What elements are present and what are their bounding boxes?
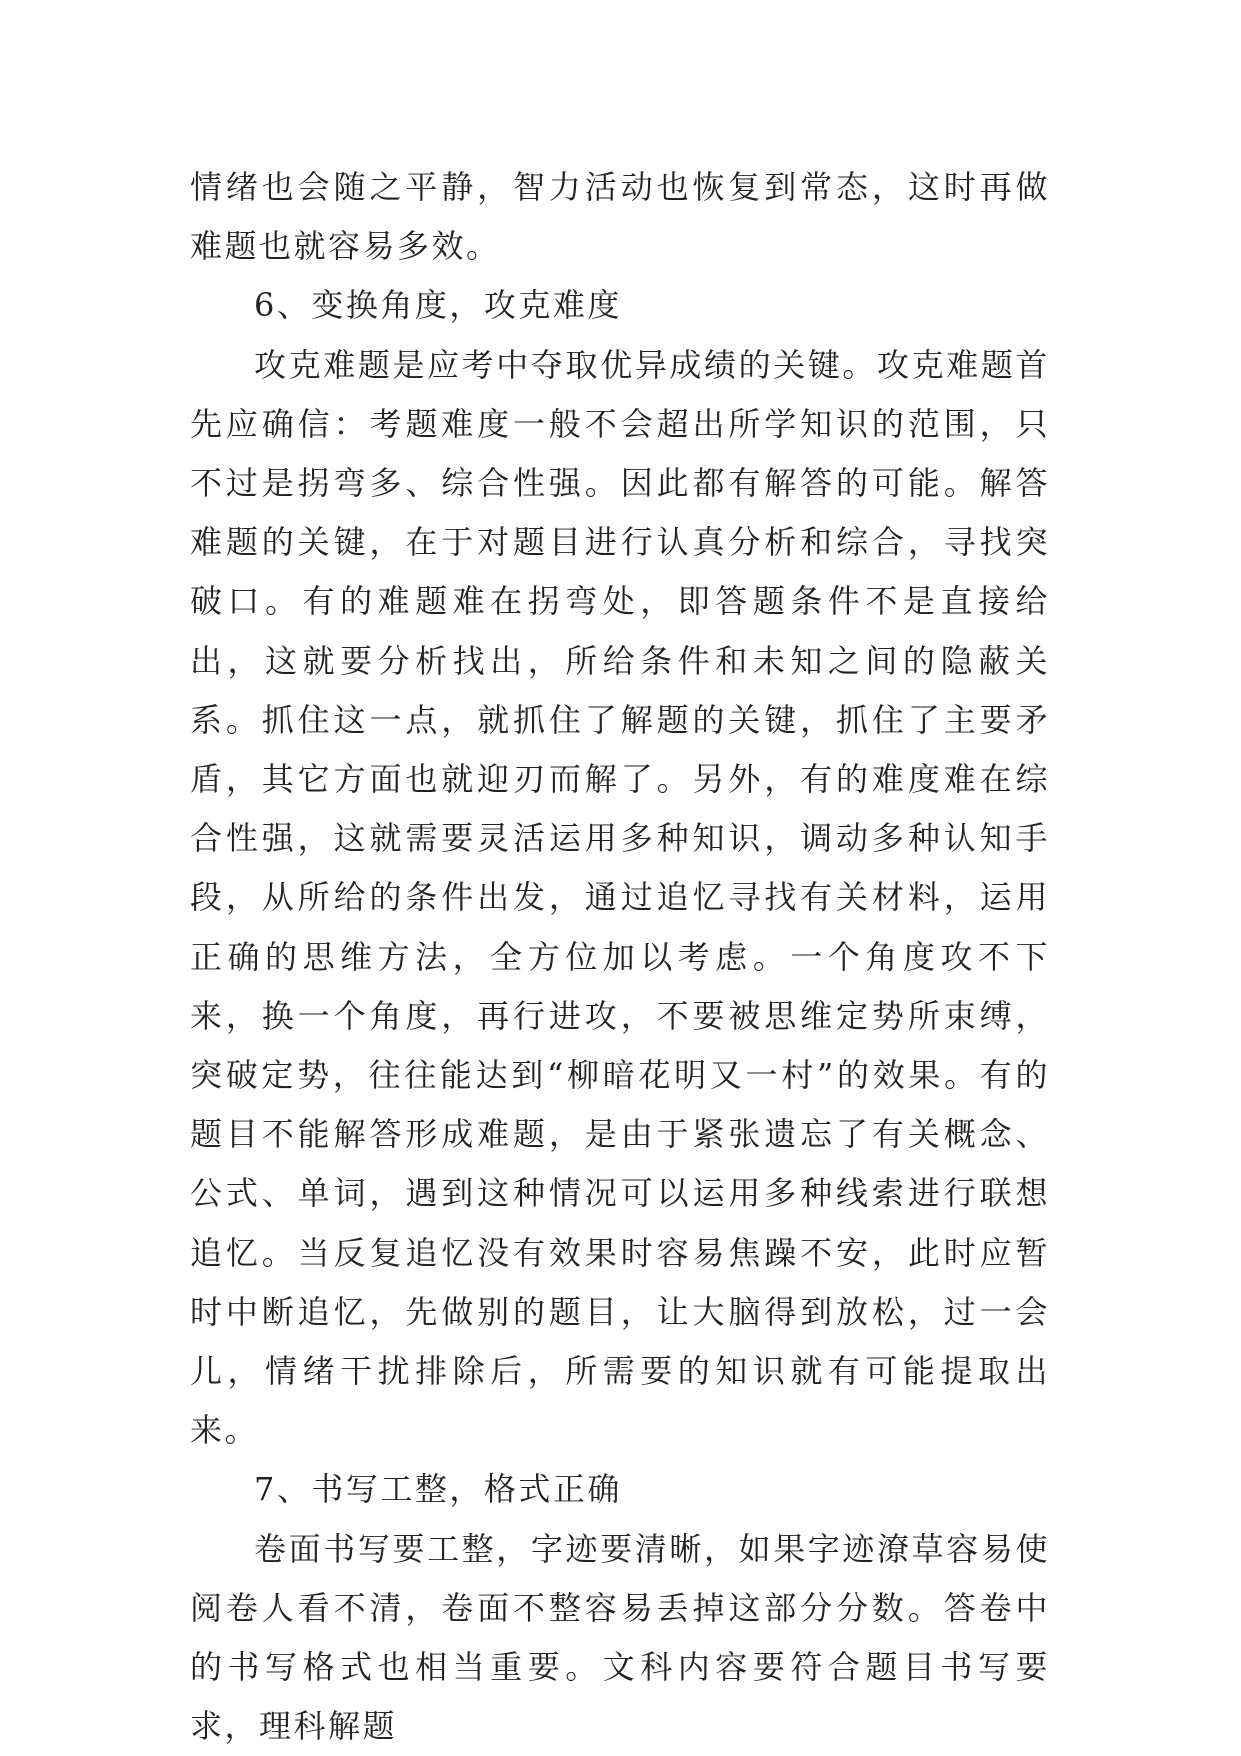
document-body: [190, 158, 1050, 1756]
section-heading-6: 6、变换角度，攻克难度: [254, 286, 622, 325]
paragraph-section-7: 卷面书写要工整，字迹要清晰，如果字迹潦草容易使阅卷人看不清，卷面不整容易丢掉这部分分数。答卷中的书写格式也相当重要。文科内容要符合题目书写要求，理科解题: [190, 1529, 1050, 1746]
paragraph-continued: 情绪也会随之平静，智力活动也恢复到常态，这时再做难题也就容易多效。: [190, 168, 1050, 266]
paragraph-section-6: 攻克难题是应考中夺取优异成绩的关键。攻克难题首先应确信：考题难度一般不会超出所学知识的范围，只不过是拐弯多、综合性强。因此都有解答的可能。解答难题的关键，在于对题目进行认真分析和综合，寻找突破口。有的难题难在拐弯处，即答题条件不是直接给出，这就要分析找出，所给条件和未知之间的隐蔽关系。抓住这一点，就抓住了解题的关键，抓住了主要矛盾，其它方面也就迎刃而解了。另外，有的难度难在综合性强，这就需要灵活运用多种知识，调动多种认知手段，从所给的条件出发，通过追忆寻找有关材料，运用正确的思维方法，全方位加以考虑。一个角度攻不下来，换一个角度，再行进攻，不要被思维定势所束缚，突破定势，往往能达到“柳暗花明又一村”的效果。有的题目不能解答形成难题，是由于紧张遗忘了有关概念、公式、单词，遇到这种情况可以运用多种线索进行联想追忆。当反复追忆没有效果时容易焦躁不安，此时应暂时中断追忆，先做别的题目，让大脑得到放松，过一会儿，情绪干扰排除后，所需要的知识就有可能提取出来。: [190, 345, 1050, 1450]
section-heading-7: 7、书写工整，格式正确: [254, 1470, 622, 1509]
